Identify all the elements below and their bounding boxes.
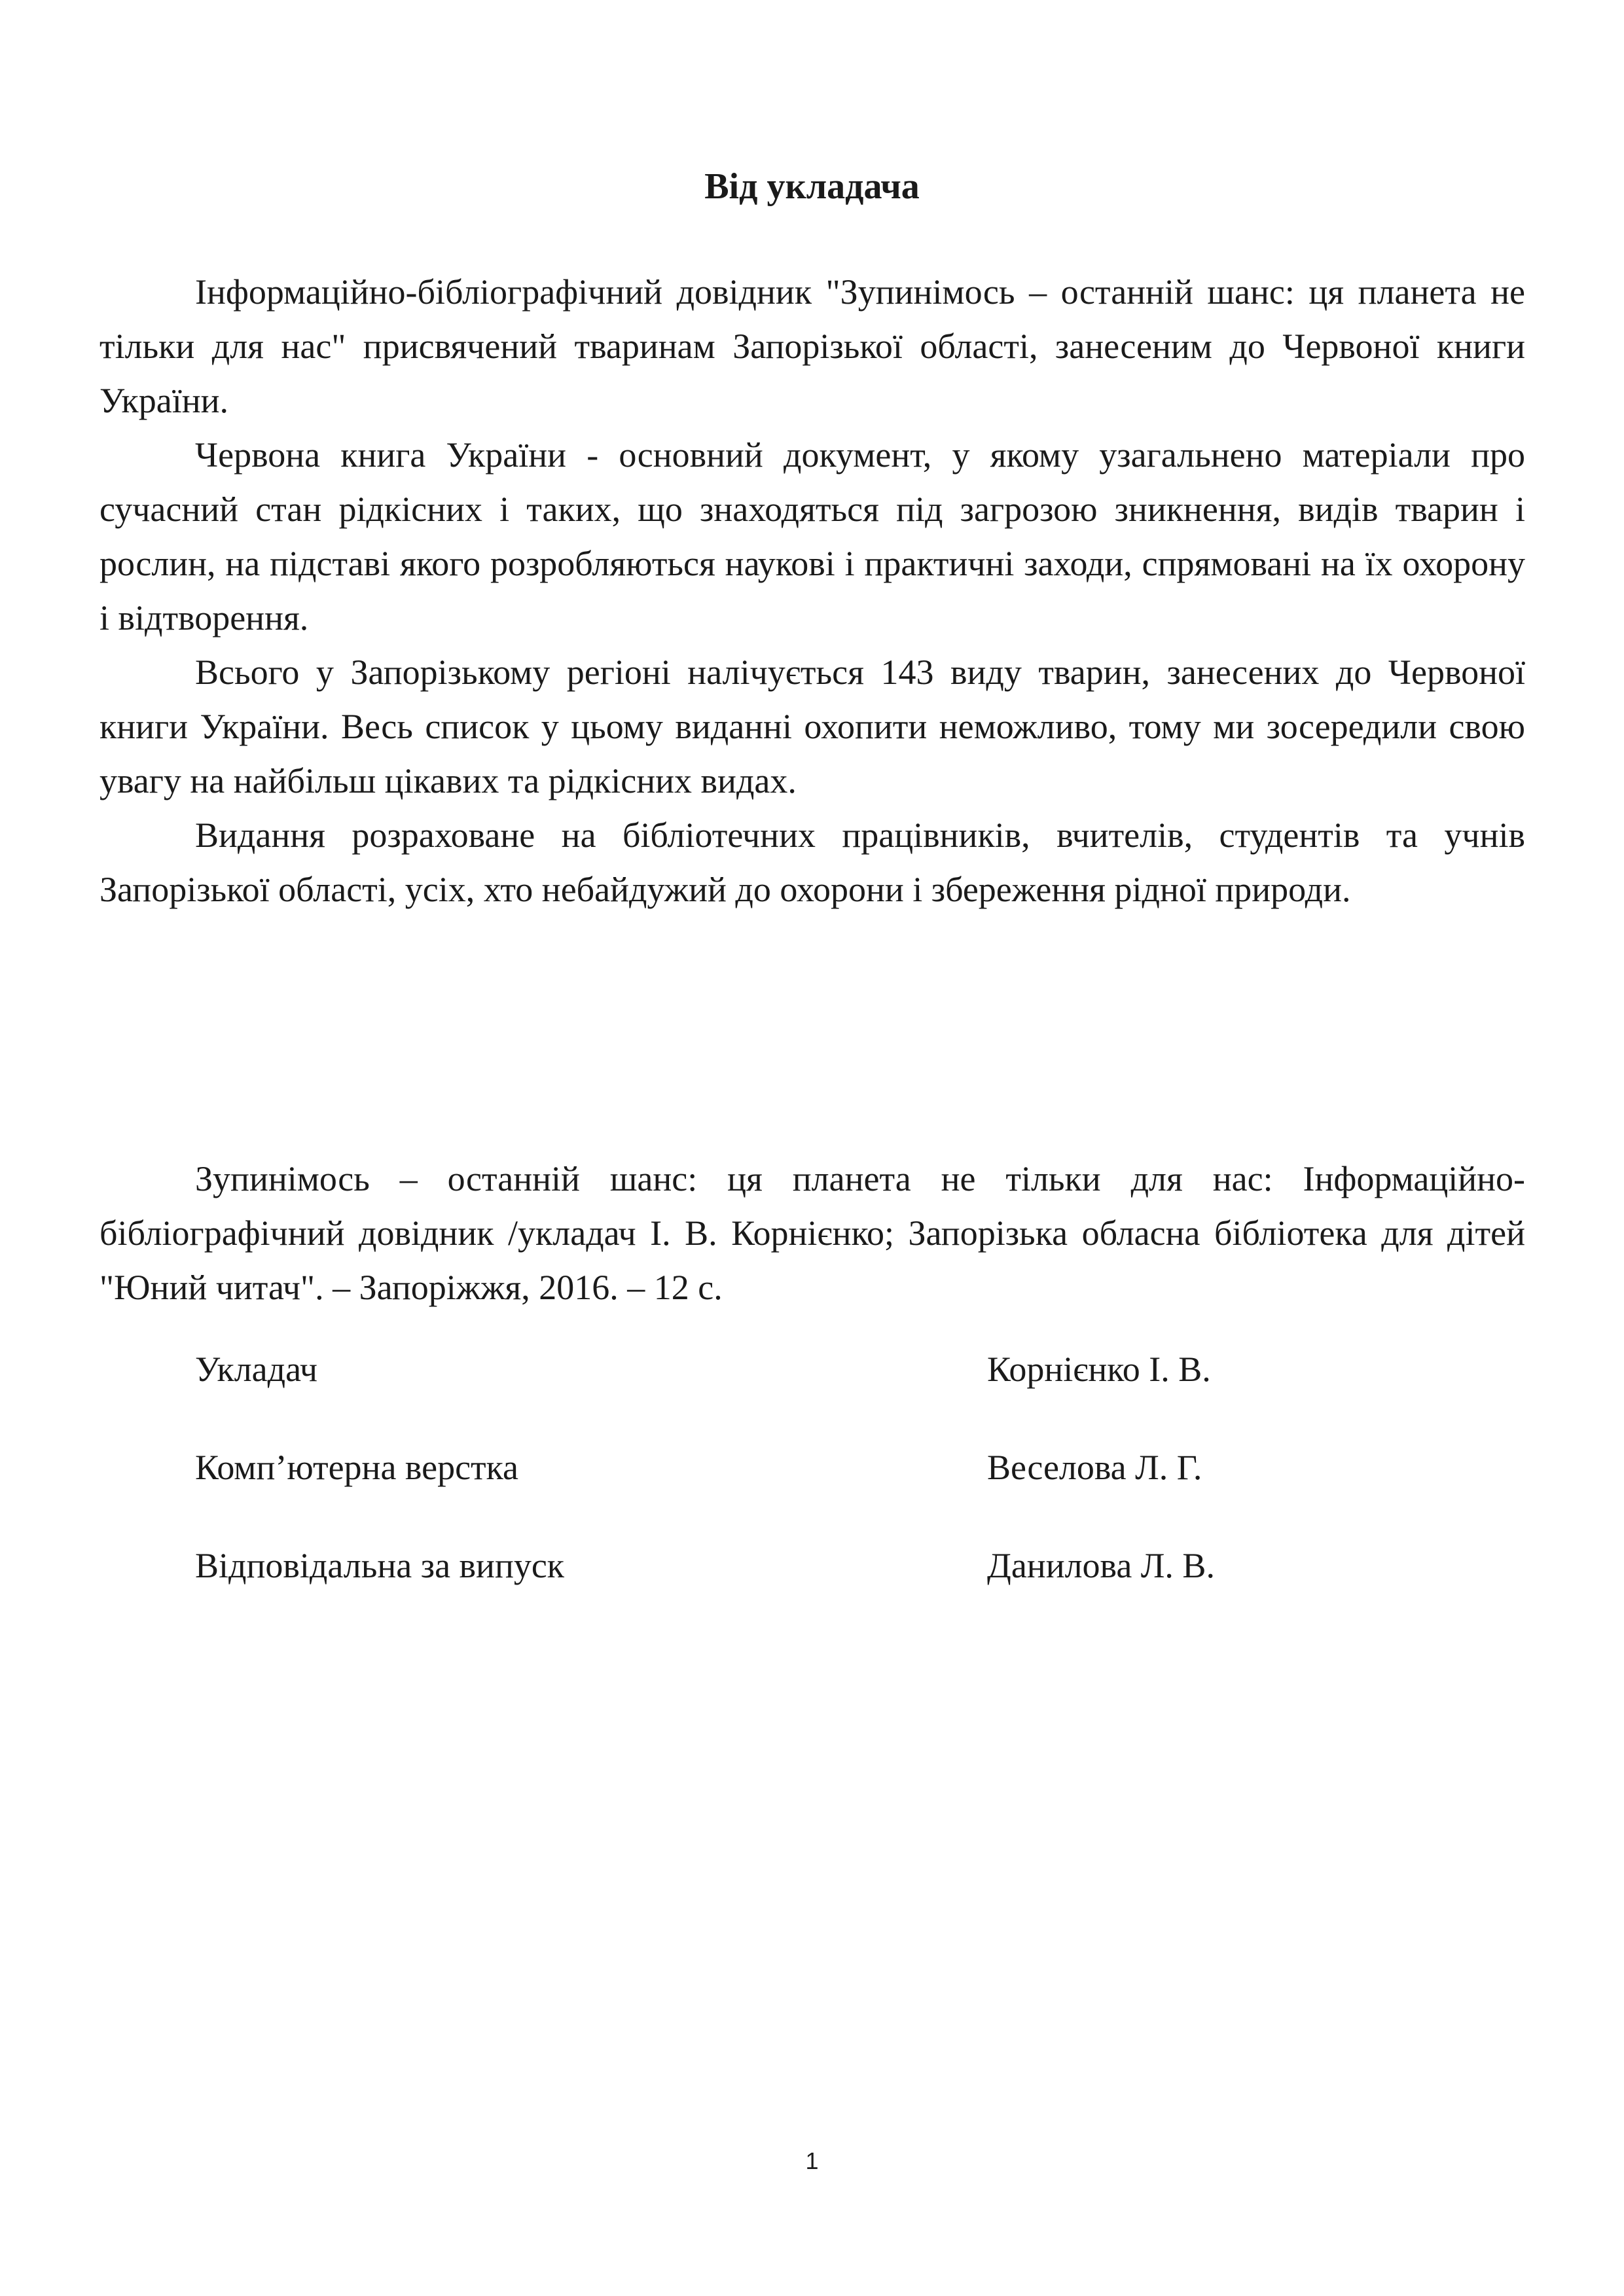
credit-name: Данилова Л. В.: [987, 1546, 1215, 1585]
page-title: Від укладача: [704, 166, 920, 207]
preface-body: [99, 265, 1525, 917]
paragraph-intro: Інформаційно-бібліографічний довідник "Зупинімось – останній шанс: ця планета не тільки для нас" присвячений тваринам Запорізької області, занесеним до Червоної книги України.: [99, 272, 1525, 420]
credit-row-layout: [195, 1441, 1308, 1494]
page-number: 1: [805, 2147, 819, 2174]
credit-role: Відповідальна за випуск: [195, 1546, 565, 1585]
credit-row-compiler: [195, 1343, 1308, 1395]
paragraph-red-book: Червона книга України - основний документ, у якому узагальнено матеріали про сучасний стан рідкісних і таких, що знаходяться під загрозою зникнення, видів тварин і рослин, на підставі якого розробляються наукові і практичні заходи, спрямовані на їх охорону і відтворення.: [99, 435, 1525, 637]
credit-role: Комп’ютерна верстка: [195, 1448, 519, 1487]
credit-row-responsible: [195, 1539, 1308, 1592]
bibliographic-record: Зупинімось – останній шанс: ця планета не тільки для нас: Інформаційно-бібліографічний довідник /укладач І. В. Корнієнко; Запорізька обласна бібліотека для дітей "Юний читач". – Запоріжжя, 2016. – 12 с.: [99, 1159, 1525, 1307]
paragraph-audience: Видання розраховане на бібліотечних працівників, вчителів, студентів та учнів Запорізької області, усіх, хто небайдужий до охорони і збереження рідної природи.: [99, 816, 1525, 909]
credit-name: Корнієнко І. В.: [987, 1350, 1211, 1389]
credit-role: Укладач: [195, 1350, 318, 1389]
credit-name: Веселова Л. Г.: [987, 1448, 1202, 1487]
paragraph-species-count: Всього у Запорізькому регіоні налічується 143 виду тварин, занесених до Червоної книги України. Весь список у цьому виданні охопити неможливо, тому ми зосередили свою увагу на найбільш цікавих та рідкісних видах.: [99, 653, 1525, 800]
